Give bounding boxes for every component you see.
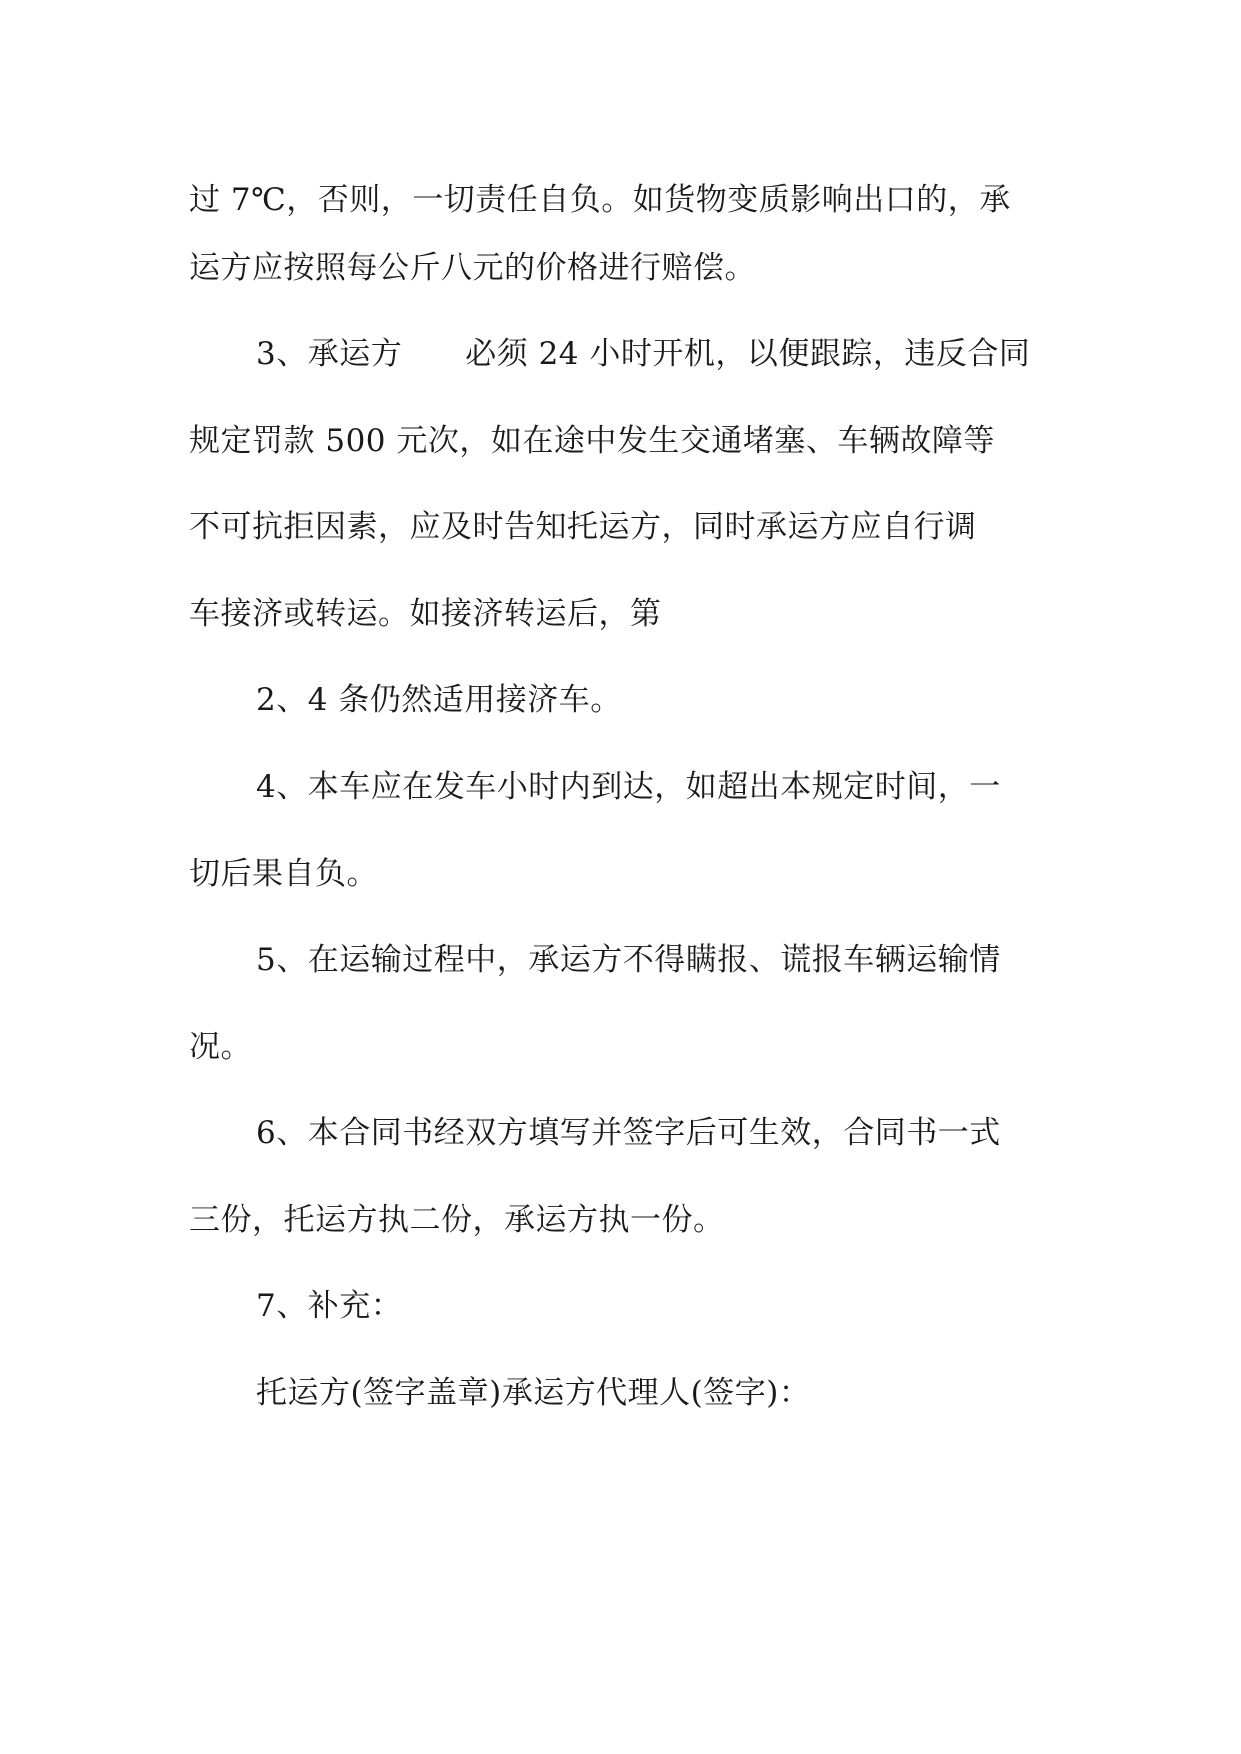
paragraph-line: 6、本合同书经双方填写并签字后可生效，合同书一式 [256,1115,1001,1151]
paragraph-line: 过 7℃，否则，一切责任自负。如货物变质影响出口的，承 [189,182,1011,218]
paragraph-line: 运方应按照每公斤八元的价格进行赔偿。 [189,250,756,286]
paragraph-line: 不可抗拒因素，应及时告知托运方，同时承运方应自行调 [189,509,977,545]
paragraph-line: 2、4 条仍然适用接济车。 [256,682,622,718]
paragraph-line: 4、本车应在发车小时内到达，如超出本规定时间，一 [256,769,1001,805]
paragraph-line: 况。 [189,1029,252,1065]
paragraph-line: 5、在运输过程中，承运方不得瞒报、谎报车辆运输情 [256,942,1001,978]
paragraph-line: 车接济或转运。如接济转运后，第 [189,596,662,632]
paragraph-line: 托运方(签字盖章)承运方代理人(签字)： [256,1375,811,1411]
paragraph-line: 切后果自负。 [189,856,378,892]
paragraph-line: 规定罚款 500 元次，如在途中发生交通堵塞、车辆故障等 [189,423,995,459]
paragraph-line: 3、承运方 必须 24 小时开机，以便跟踪，违反合同 [256,336,1031,372]
paragraph-line: 7、补充： [256,1288,403,1324]
paragraph-line: 三份，托运方执二份，承运方执一份。 [189,1202,725,1238]
